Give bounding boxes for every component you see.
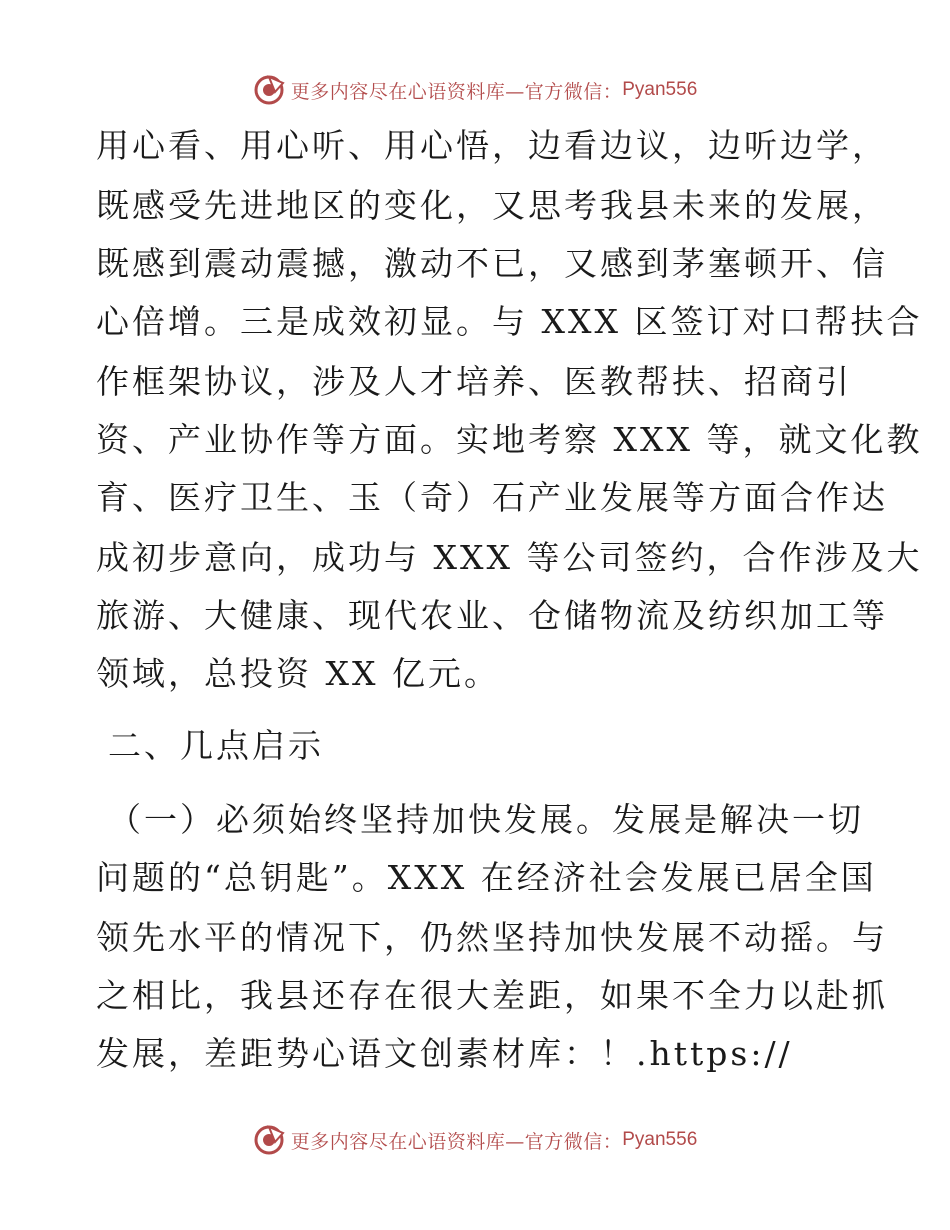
section-heading: 二、几点启示: [108, 726, 324, 765]
paragraph-line: 成初步意向，成功与 XXX 等公司签约，合作涉及大: [96, 538, 923, 577]
paragraph-line: 领先水平的情况下，仍然坚持加快发展不动摇。与: [96, 918, 888, 957]
paragraph-line: 发展，差距势心语文创素材库：！.https://: [96, 1034, 793, 1073]
paragraph-line: 心倍增。三是成效初显。与 XXX 区签订对口帮扶合: [96, 302, 923, 341]
brand-logo-icon: [253, 1124, 285, 1156]
footer-banner: [0, 1120, 950, 1160]
paragraph-line: 领域，总投资 XX 亿元。: [96, 654, 500, 693]
paragraph-line: 育、医疗卫生、玉（奇）石产业发展等方面合作达: [96, 478, 888, 517]
wechat-id: Pyan556: [622, 79, 698, 100]
paragraph-line: 既感到震动震撼，激动不已，又感到茅塞顿开、信: [96, 244, 888, 283]
paragraph-line: 旅游、大健康、现代农业、仓储物流及纺织加工等: [96, 596, 888, 635]
paragraph-line: 之相比，我县还存在很大差距，如果不全力以赴抓: [96, 976, 888, 1015]
paragraph-line: 资、产业协作等方面。实地考察 XXX 等，就文化教: [96, 420, 923, 459]
paragraph-line: 既感受先进地区的变化，又思考我县未来的发展，: [96, 186, 888, 225]
paragraph-line: 用心看、用心听、用心悟，边看边议，边听边学，: [96, 126, 888, 165]
paragraph-line: 问题的“总钥匙”。XXX 在经济社会发展已居全国: [96, 858, 877, 897]
paragraph-line: 作框架协议，涉及人才培养、医教帮扶、招商引: [96, 362, 852, 401]
wechat-id: Pyan556: [622, 1129, 698, 1150]
banner-text: 更多内容尽在心语资料库—官方微信：: [290, 1130, 623, 1153]
paragraph-line: （一）必须始终坚持加快发展。发展是解决一切: [108, 800, 864, 839]
banner-text: 更多内容尽在心语资料库—官方微信：: [290, 80, 623, 103]
